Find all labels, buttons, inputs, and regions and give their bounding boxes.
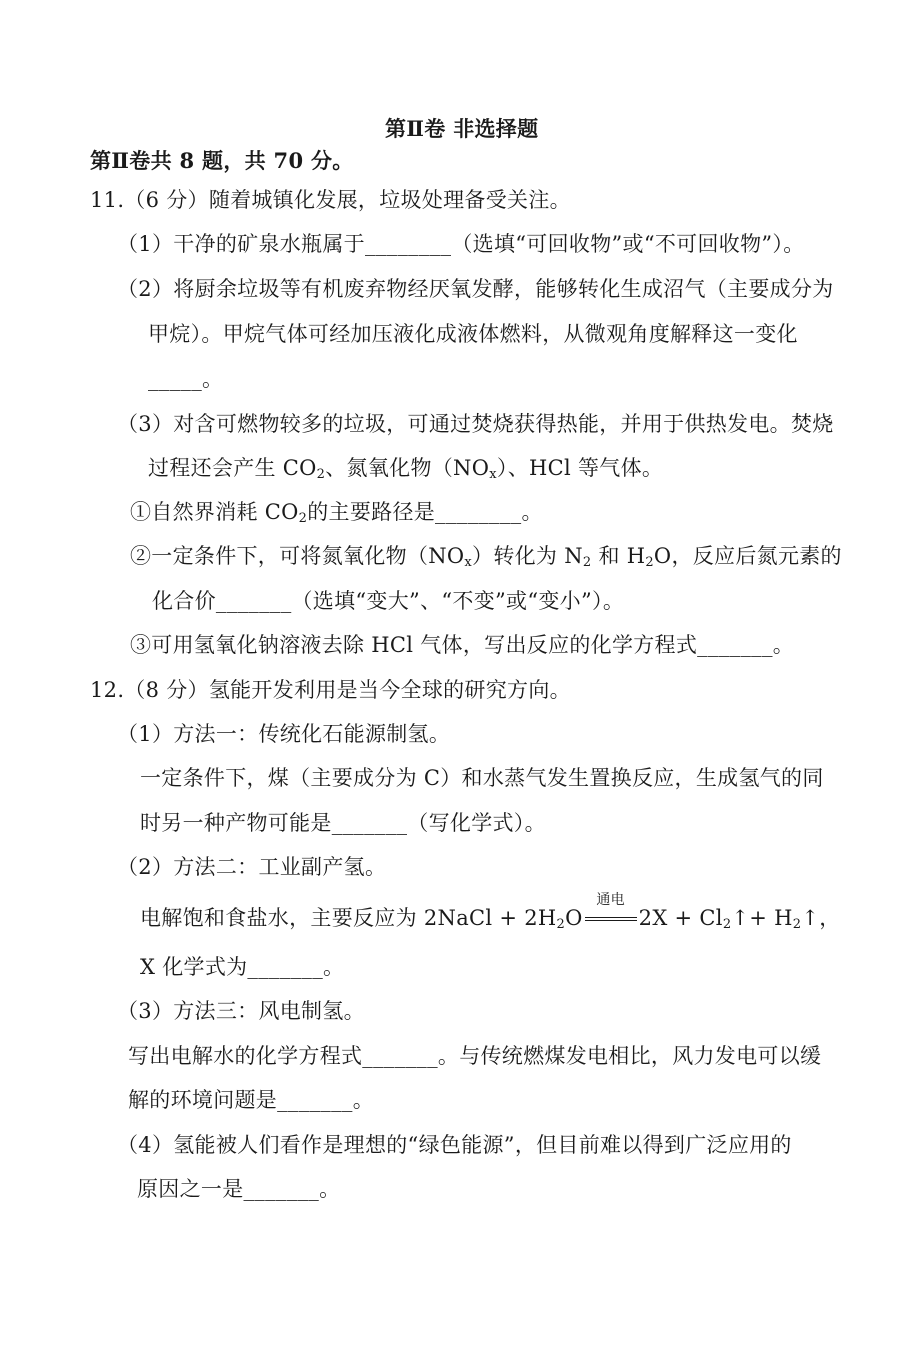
q12-method2: （2）方法二：工业副产氢。 bbox=[117, 855, 387, 879]
q11-sub3: ③可用氢氧化钠溶液去除 HCl 气体，写出反应的化学方程式_______。 bbox=[130, 633, 795, 657]
q12-method3: （3）方法三：风电制氢。 bbox=[117, 999, 365, 1023]
q11-sub2-line1: ②一定条件下，可将氮氧化物$(NO_x)$转化为 $N_2$ 和 $H_2O$，反应后氮元素的 bbox=[130, 544, 842, 570]
q11-part1: （1）干净的矿泉水瓶属于________（选填“可回收物”或“不可回收物”）。 bbox=[117, 232, 805, 256]
q11-part3-line1: （3）对含可燃物较多的垃圾，可通过焚烧获得热能，并用于供热发电。焚烧 bbox=[117, 412, 834, 436]
q12-method3-line2: 解的环境问题是_______。 bbox=[128, 1088, 374, 1112]
q11-sub1: ①自然界消耗 $CO_2$的主要路径是________。 bbox=[130, 500, 543, 526]
q11-sub2-line2: 化合价_______（选填“变大”、“不变”或“变小”）。 bbox=[152, 589, 625, 613]
q11-stem: 11.（6 分）随着城镇化发展，垃圾处理备受关注。 bbox=[90, 188, 571, 212]
section-title: 第Ⅱ卷 非选择题 bbox=[385, 116, 539, 141]
q11-part2-line3: _____。 bbox=[148, 367, 224, 391]
q12-method2-equation: 电解饱和食盐水，主要反应为 2NaCl + $2H_2O$ 通电 $2X + Cl_2↑+$ $H_2↑$， bbox=[140, 892, 841, 932]
reaction-condition-arrow: 通电 bbox=[585, 905, 637, 925]
q12-stem: 12.（8 分）氢能开发利用是当今全球的研究方向。 bbox=[90, 678, 571, 702]
q12-method3-line1: 写出电解水的化学方程式_______。与传统燃煤发电相比，风力发电可以缓 bbox=[128, 1044, 822, 1068]
q12-method1: （1）方法一：传统化石能源制氢。 bbox=[117, 722, 451, 746]
q12-method1-line2: 时另一种产物可能是_______（写化学式）。 bbox=[140, 811, 546, 835]
q11-part2-line2: 甲烷）。甲烷气体可经加压液化成液体燃料，从微观角度解释这一变化 bbox=[148, 322, 798, 346]
q11-part3-line2: 过程还会产生 $CO_2$、氮氧化物$(NO_x)$、HCl 等气体。 bbox=[148, 456, 664, 482]
q12-part4-line2: 原因之一是_______。 bbox=[137, 1177, 341, 1201]
q12-part4-line1: （4）氢能被人们看作是理想的“绿色能源”，但目前难以得到广泛应用的 bbox=[117, 1133, 792, 1157]
q12-method2-line2: X 化学式为_______。 bbox=[140, 955, 345, 979]
q11-part2-line1: （2）将厨余垃圾等有机废弃物经厌氧发酵，能够转化生成沼气（主要成分为 bbox=[117, 277, 834, 301]
q12-method1-line1: 一定条件下，煤（主要成分为 C）和水蒸气发生置换反应，生成氢气的同 bbox=[140, 766, 824, 790]
section-intro: 第Ⅱ卷共 8 题，共 70 分。 bbox=[90, 148, 354, 173]
